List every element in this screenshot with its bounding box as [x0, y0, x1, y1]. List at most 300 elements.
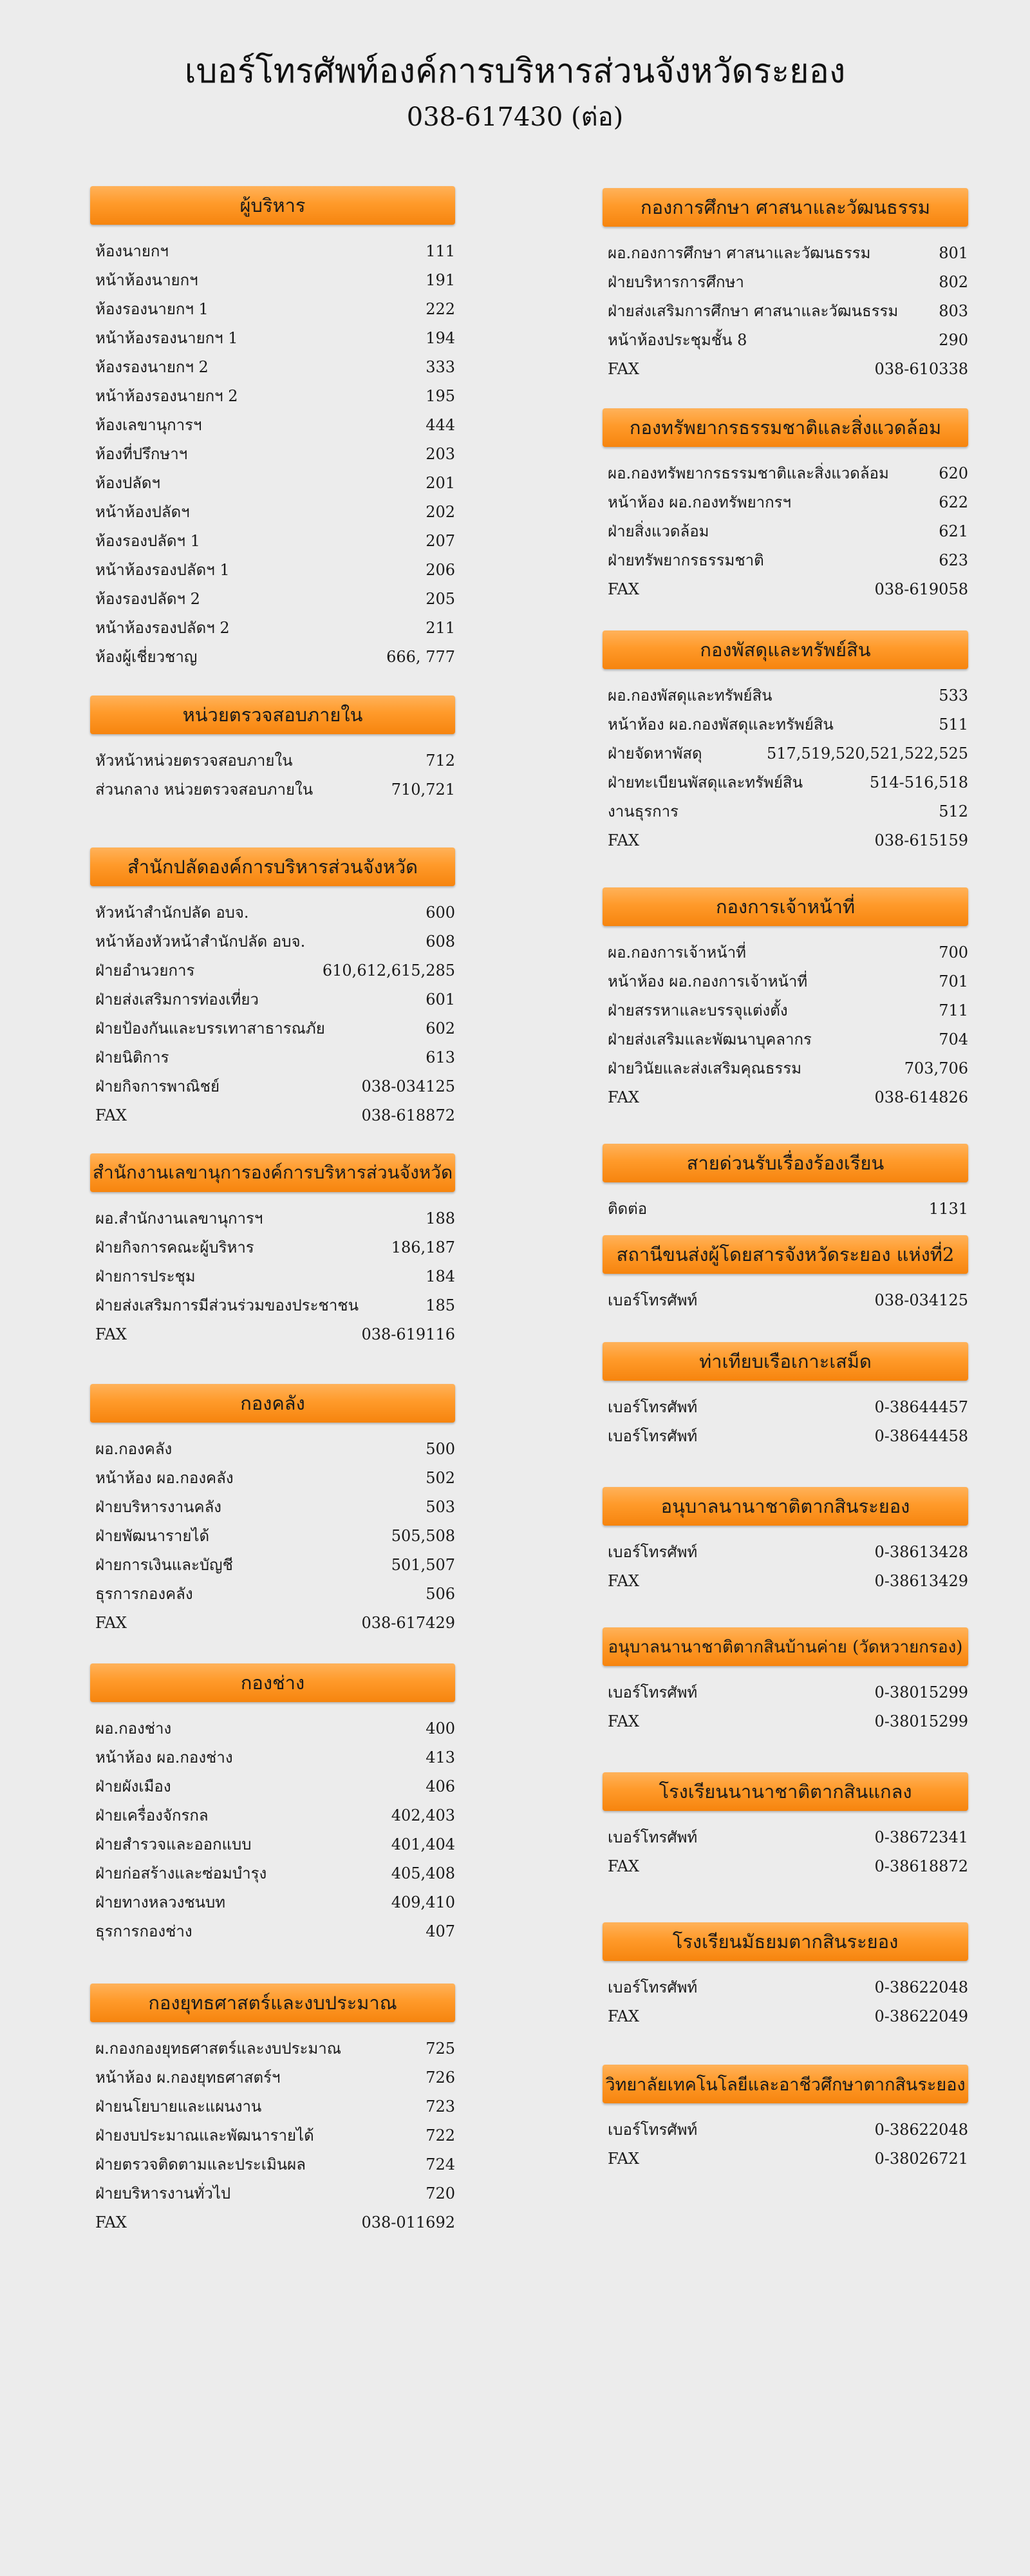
contact-list [90, 2022, 455, 2237]
contact-label: ห้องเลขานุการฯ [95, 416, 202, 434]
contact-label: หน้าห้อง ผอ.กองการเจ้าหน้าที่ [608, 972, 808, 990]
contact-row [95, 1043, 455, 1072]
contact-list [603, 926, 968, 1112]
extension-number: 622 [939, 493, 968, 511]
contact-row [608, 516, 968, 545]
contact-row [608, 325, 968, 354]
extension-number: 185 [426, 1296, 455, 1314]
extension-number: 407 [426, 1922, 455, 1940]
contact-row [608, 768, 968, 797]
contact-label: FAX [608, 1857, 639, 1875]
contact-label: หัวหน้าสำนักปลัด อบจ. [95, 904, 249, 922]
contact-label: ฝ่ายสำรวจและออกแบบ [95, 1835, 252, 1853]
extension-number: 0-38644458 [874, 1426, 968, 1445]
contact-label: FAX [608, 831, 639, 849]
contact-row [95, 1291, 455, 1320]
contact-label: หน้าห้อง ผอ.กองคลัง [95, 1469, 234, 1487]
contact-row [95, 1492, 455, 1521]
extension-number: 203 [426, 444, 455, 463]
section-header: หน่วยตรวจสอบภายใน [90, 696, 455, 734]
contact-label: ฝ่ายป้องกันและบรรเทาสาธารณภัย [95, 1019, 325, 1037]
contact-row [95, 1014, 455, 1043]
contact-row [608, 1537, 968, 1566]
contact-row [95, 956, 455, 985]
contact-row [95, 1772, 455, 1801]
contact-row [608, 1054, 968, 1083]
extension-number: 038-617429 [361, 1613, 455, 1632]
contact-row [608, 1421, 968, 1450]
extension-number: 1131 [928, 1199, 968, 1218]
contact-row [608, 967, 968, 996]
extension-number: 0-38015299 [874, 1683, 968, 1701]
extension-number: 0-38644457 [874, 1397, 968, 1416]
extension-number: 724 [426, 2155, 455, 2174]
contact-label: ฝ่ายการประชุม [95, 1267, 196, 1285]
extension-number: 211 [426, 618, 455, 637]
contact-row [95, 2208, 455, 2237]
contact-list [603, 447, 968, 603]
extension-number: 038-619058 [874, 580, 968, 598]
contact-label: เบอร์โทรศัพท์ [608, 1291, 698, 1309]
contact-row [95, 468, 455, 497]
extension-number: 188 [426, 1209, 455, 1227]
extension-number: 506 [426, 1584, 455, 1603]
contact-label: ฝ่ายวินัยและส่งเสริมคุณธรรม [608, 1059, 802, 1077]
contact-list [603, 2103, 968, 2173]
contact-label: ฝ่ายพัฒนารายได้ [95, 1527, 210, 1545]
contact-row [608, 1707, 968, 1736]
extension-number: 191 [426, 270, 455, 289]
contact-label: ห้องรองปลัดฯ 1 [95, 532, 200, 550]
extension-number: 512 [939, 802, 968, 820]
contact-label: FAX [608, 2149, 639, 2168]
extension-number: 700 [939, 943, 968, 961]
right-section [603, 887, 968, 1112]
extension-number: 038-619116 [361, 1325, 455, 1343]
contact-label: ฝ่ายส่งเสริมการศึกษา ศาสนาและวัฒนธรรม [608, 302, 899, 320]
section-header: สายด่วนรับเรื่องร้องเรียน [603, 1144, 968, 1182]
section-header: วิทยาลัยเทคโนโลยีและอาชีวศึกษาตากสินระยอง [603, 2065, 968, 2103]
contact-row [95, 1521, 455, 1550]
extension-number: 194 [426, 328, 455, 347]
extension-number: 111 [426, 242, 455, 260]
contact-label: FAX [608, 580, 639, 598]
contact-list [90, 225, 455, 671]
contact-row [95, 1579, 455, 1608]
contact-row [608, 1285, 968, 1314]
contact-label: ห้องรองนายกฯ 1 [95, 300, 209, 318]
contact-label: ห้องที่ปรึกษาฯ [95, 445, 188, 463]
contact-label: ผ.กองกองยุทธศาสตร์และงบประมาณ [95, 2040, 341, 2058]
right-section [603, 408, 968, 603]
contact-row [95, 526, 455, 555]
contact-row [95, 1830, 455, 1859]
contact-row [95, 1608, 455, 1637]
extension-number: 600 [426, 903, 455, 922]
contact-list [603, 1666, 968, 1736]
contact-label: ฝ่ายจัดหาพัสดุ [608, 744, 702, 762]
contact-row [95, 1072, 455, 1101]
contact-label: ฝ่ายบริหารการศึกษา [608, 273, 744, 291]
extension-number: 0-38613428 [874, 1542, 968, 1561]
section-header: สถานีขนส่งผู้โดยสารจังหวัดระยอง แห่งที่2 [603, 1235, 968, 1274]
contact-label: ผอ.สำนักงานเลขานุการฯ [95, 1209, 263, 1227]
contact-label: ฝ่ายส่งเสริมการมีส่วนร่วมของประชาชน [95, 1296, 359, 1314]
extension-number: 701 [939, 972, 968, 990]
extension-number: 703,706 [904, 1059, 968, 1077]
contact-list [603, 1526, 968, 1595]
contact-label: งานธุรการ [608, 802, 679, 820]
extension-number: 533 [939, 686, 968, 705]
contact-row [95, 1859, 455, 1888]
left-section [90, 186, 455, 671]
extension-number: 0-38622048 [874, 2120, 968, 2139]
contact-row [608, 2002, 968, 2031]
contact-label: ฝ่ายผังเมือง [95, 1777, 171, 1795]
right-section [603, 2065, 968, 2173]
contact-label: ฝ่ายสรรหาและบรรจุแต่งตั้ง [608, 1001, 788, 1019]
extension-number: 601 [426, 990, 455, 1009]
contact-row [95, 1463, 455, 1492]
extension-number: 0-38618872 [874, 1857, 968, 1875]
contact-row [608, 2115, 968, 2144]
extension-number: 0-38622048 [874, 1978, 968, 1996]
contact-row [608, 797, 968, 826]
contact-list [603, 1274, 968, 1314]
section-header: กองยุทธศาสตร์และงบประมาณ [90, 1984, 455, 2022]
contact-row [608, 1678, 968, 1707]
contact-label: ฝ่ายตรวจติดตามและประเมินผล [95, 2155, 306, 2174]
contact-label: หน้าห้องรองปลัดฯ 2 [95, 619, 230, 637]
contact-label: หน้าห้อง ผ.กองยุทธศาสตร์ฯ [95, 2069, 281, 2087]
extension-number: 0-38622049 [874, 2007, 968, 2025]
contact-label: FAX [608, 1712, 639, 1730]
contact-row [95, 497, 455, 526]
section-header: กองพัสดุและทรัพย์สิน [603, 630, 968, 669]
extension-number: 222 [426, 299, 455, 318]
contact-row [608, 1392, 968, 1421]
extension-number: 195 [426, 386, 455, 405]
contact-row [95, 1320, 455, 1349]
contact-row [95, 381, 455, 410]
extension-number: 723 [426, 2097, 455, 2116]
section-header: ท่าเทียบเรือเกาะเสม็ด [603, 1342, 968, 1381]
contact-label: ฝ่ายบริหารงานคลัง [95, 1498, 221, 1516]
contact-label: เบอร์โทรศัพท์ [608, 1427, 698, 1445]
contact-list [603, 669, 968, 855]
section-header: กองการเจ้าหน้าที่ [603, 887, 968, 926]
extension-number: 402,403 [391, 1806, 455, 1824]
right-section [603, 1487, 968, 1595]
section-header: อนุบาลนานาชาติตากสินระยอง [603, 1487, 968, 1526]
extension-number: 803 [939, 301, 968, 320]
contact-label: FAX [95, 1613, 127, 1632]
contact-row [95, 1888, 455, 1917]
contact-row [95, 323, 455, 352]
extension-number: 502 [426, 1468, 455, 1487]
contact-label: ผอ.กองพัสดุและทรัพย์สิน [608, 687, 772, 705]
contact-label: ฝ่ายส่งเสริมและพัฒนาบุคลากร [608, 1030, 812, 1048]
contact-label: ฝ่ายทะเบียนพัสดุและทรัพย์สิน [608, 773, 803, 791]
contact-label: ห้องรองนายกฯ 2 [95, 358, 209, 376]
extension-number: 711 [939, 1001, 968, 1019]
extension-number: 0-38026721 [874, 2149, 968, 2168]
contact-row [608, 938, 968, 967]
contact-row [95, 265, 455, 294]
extension-number: 400 [426, 1719, 455, 1738]
contact-label: ผอ.กองคลัง [95, 1440, 173, 1458]
page-title: เบอร์โทรศัพท์องค์การบริหารส่วนจังหวัดระยอง [184, 52, 846, 91]
contact-row [95, 2063, 455, 2092]
left-section [90, 696, 455, 804]
contact-row [95, 236, 455, 265]
contact-row [608, 681, 968, 710]
contact-list [603, 1381, 968, 1450]
contact-row [608, 354, 968, 383]
contact-row [608, 996, 968, 1025]
contact-row [95, 985, 455, 1014]
contact-row [608, 2144, 968, 2173]
contact-label: หน้าห้องนายกฯ [95, 271, 198, 289]
contact-label: FAX [608, 2007, 639, 2025]
contact-row [95, 2150, 455, 2179]
extension-number: 0-38672341 [874, 1828, 968, 1846]
contact-row [608, 826, 968, 855]
contact-label: FAX [608, 359, 639, 378]
extension-number: 608 [426, 932, 455, 951]
extension-number: 038-618872 [361, 1106, 455, 1124]
contact-label: ห้องผู้เชี่ยวชาญ [95, 648, 198, 666]
extension-number: 511 [939, 715, 968, 734]
right-section [603, 1772, 968, 1880]
contact-label: FAX [95, 1106, 127, 1124]
contact-label: หน้าห้องรองนายกฯ 2 [95, 387, 238, 405]
section-header: กองทรัพยากรธรรมชาติและสิ่งแวดล้อม [603, 408, 968, 447]
extension-number: 802 [939, 272, 968, 291]
contact-label: ธุรการกองช่าง [95, 1922, 192, 1940]
contact-label: ผอ.กองทรัพยากรธรรมชาติและสิ่งแวดล้อม [608, 464, 889, 482]
contact-row [608, 545, 968, 574]
contact-label: ฝ่ายงบประมาณและพัฒนารายได้ [95, 2126, 314, 2145]
extension-number: 712 [426, 751, 455, 770]
section-header: กองช่าง [90, 1663, 455, 1702]
extension-number: 186,187 [391, 1238, 455, 1256]
contact-list [90, 1423, 455, 1637]
extension-number: 409,410 [391, 1893, 455, 1911]
extension-number: 207 [426, 531, 455, 550]
contact-list [90, 886, 455, 1130]
contact-label: FAX [95, 2213, 127, 2231]
contact-row [608, 710, 968, 739]
contact-label: FAX [608, 1088, 639, 1106]
section-header: อนุบาลนานาชาติตากสินบ้านค่าย (วัดหวายกรอง) [603, 1627, 968, 1666]
extension-number: 704 [939, 1030, 968, 1048]
extension-number: 202 [426, 502, 455, 521]
right-section [603, 1627, 968, 1736]
contact-label: ฝ่ายนโยบายและแผนงาน [95, 2098, 262, 2116]
contact-row [95, 613, 455, 642]
contact-label: เบอร์โทรศัพท์ [608, 1683, 698, 1701]
right-section [603, 1144, 968, 1223]
extension-number: 514-516,518 [869, 773, 968, 791]
extension-number: 613 [426, 1048, 455, 1066]
contact-label: หน้าห้องรองนายกฯ 1 [95, 329, 238, 347]
extension-number: 038-011692 [361, 2213, 455, 2231]
contact-label: หน้าห้อง ผอ.กองพัสดุและทรัพย์สิน [608, 715, 834, 734]
extension-number: 290 [939, 330, 968, 349]
contact-row [608, 1566, 968, 1595]
extension-number: 505,508 [391, 1526, 455, 1545]
contact-row [608, 1852, 968, 1880]
extension-number: 710,721 [391, 780, 455, 799]
extension-number: 401,404 [391, 1835, 455, 1853]
contact-row [95, 2034, 455, 2063]
main-phone-number: 038-617430 (ต่อ) [406, 102, 624, 132]
extension-number: 038-610338 [874, 359, 968, 378]
contact-label: ฝ่ายบริหารงานทั่วไป [95, 2184, 231, 2202]
extension-number: 444 [426, 415, 455, 434]
contact-label: ห้องนายกฯ [95, 242, 169, 260]
contact-row [608, 459, 968, 488]
contact-row [95, 410, 455, 439]
extension-number: 405,408 [391, 1864, 455, 1882]
contact-row [608, 739, 968, 768]
contact-label: ฝ่ายก่อสร้างและซ่อมบำรุง [95, 1864, 267, 1882]
contact-row [608, 574, 968, 603]
extension-number: 602 [426, 1019, 455, 1037]
contact-row [95, 898, 455, 927]
contact-label: ธุรการกองคลัง [95, 1585, 193, 1603]
section-header: สำนักงานเลขานุการองค์การบริหารส่วนจังหวัด [90, 1153, 455, 1192]
extension-number: 413 [426, 1748, 455, 1766]
extension-number: 517,519,520,521,522,525 [767, 744, 968, 762]
contact-label: ห้องรองปลัดฯ 2 [95, 590, 200, 608]
contact-label: หน้าห้องรองปลัดฯ 1 [95, 561, 230, 579]
extension-number: 038-615159 [874, 831, 968, 849]
right-section [603, 630, 968, 855]
contact-row [608, 296, 968, 325]
contact-label: หน้าห้องประชุมชั้น 8 [608, 331, 747, 349]
section-header: สำนักปลัดองค์การบริหารส่วนจังหวัด [90, 848, 455, 886]
contact-row [95, 927, 455, 956]
extension-number: 610,612,615,285 [322, 961, 455, 980]
extension-number: 406 [426, 1777, 455, 1795]
contact-label: ฝ่ายเครื่องจักรกล [95, 1806, 209, 1824]
section-header: โรงเรียนนานาชาติตากสินแกลง [603, 1772, 968, 1811]
contact-label: เบอร์โทรศัพท์ [608, 1543, 698, 1561]
extension-number: 501,507 [391, 1555, 455, 1574]
left-section [90, 1153, 455, 1349]
contact-label: ฝ่ายสิ่งแวดล้อม [608, 522, 709, 540]
extension-number: 205 [426, 589, 455, 608]
contact-row [95, 1917, 455, 1946]
contact-row [95, 1262, 455, 1291]
contact-row [95, 1101, 455, 1130]
extension-number: 0-38015299 [874, 1712, 968, 1730]
extension-number: 184 [426, 1267, 455, 1285]
contact-label: ฝ่ายทรัพยากรธรรมชาติ [608, 551, 764, 569]
contact-label: ฝ่ายส่งเสริมการท่องเที่ยว [95, 990, 259, 1009]
contact-row [608, 238, 968, 267]
contact-label: หัวหน้าหน่วยตรวจสอบภายใน [95, 752, 293, 770]
right-section [603, 1235, 968, 1314]
extension-number: 500 [426, 1439, 455, 1458]
contact-row [95, 1714, 455, 1743]
contact-label: เบอร์โทรศัพท์ [608, 2121, 698, 2139]
extension-number: 038-034125 [361, 1077, 455, 1095]
contact-row [95, 555, 455, 584]
contact-row [608, 1083, 968, 1112]
contact-row [608, 488, 968, 516]
extension-number: 201 [426, 473, 455, 492]
contact-label: ฝ่ายนิติการ [95, 1048, 169, 1066]
contact-list [90, 734, 455, 804]
contact-label: ฝ่ายกิจการคณะผู้บริหาร [95, 1238, 254, 1256]
extension-number: 801 [939, 243, 968, 262]
contact-row [608, 1823, 968, 1852]
extension-number: 725 [426, 2039, 455, 2058]
contact-label: หน้าห้อง ผอ.กองช่าง [95, 1748, 233, 1766]
contact-row [95, 775, 455, 804]
section-header: โรงเรียนมัธยมตากสินระยอง [603, 1922, 968, 1961]
section-header: ผู้บริหาร [90, 186, 455, 225]
extension-number: 620 [939, 464, 968, 482]
left-section [90, 848, 455, 1130]
extension-number: 503 [426, 1497, 455, 1516]
right-section [603, 1922, 968, 2031]
contact-row [95, 294, 455, 323]
contact-list [90, 1702, 455, 1946]
contact-label: ฝ่ายทางหลวงชนบท [95, 1893, 226, 1911]
extension-number: 333 [426, 357, 455, 376]
contact-list [603, 1182, 968, 1223]
contact-label: หน้าห้อง ผอ.กองทรัพยากรฯ [608, 493, 792, 511]
contact-row [95, 584, 455, 613]
contact-row [95, 2092, 455, 2121]
contact-row [95, 1204, 455, 1233]
contact-row [608, 1025, 968, 1054]
contact-label: ผอ.กองช่าง [95, 1719, 172, 1738]
contact-row [95, 1434, 455, 1463]
extension-number: 038-034125 [874, 1291, 968, 1309]
extension-number: 206 [426, 560, 455, 579]
contact-row [95, 1743, 455, 1772]
contact-label: ห้องปลัดฯ [95, 474, 160, 492]
contact-label: ฝ่ายการเงินและบัญชี [95, 1556, 233, 1574]
extension-number: 623 [939, 551, 968, 569]
left-section [90, 1384, 455, 1637]
contact-list [603, 1811, 968, 1880]
contact-row [95, 746, 455, 775]
contact-row [95, 1801, 455, 1830]
contact-row [95, 2179, 455, 2208]
contact-label: หน้าห้องปลัดฯ [95, 503, 190, 521]
contact-label: ผอ.กองการเจ้าหน้าที่ [608, 943, 746, 961]
extension-number: 666, 777 [386, 647, 455, 666]
contact-label: ฝ่ายอำนวยการ [95, 961, 195, 980]
contact-label: ฝ่ายกิจการพาณิชย์ [95, 1077, 220, 1095]
contact-label: เบอร์โทรศัพท์ [608, 1978, 698, 1996]
contact-label: หน้าห้องหัวหน้าสำนักปลัด อบจ. [95, 933, 306, 951]
right-section [603, 188, 968, 383]
extension-number: 720 [426, 2184, 455, 2202]
section-header: กองการศึกษา ศาสนาและวัฒนธรรม [603, 188, 968, 227]
contact-list [603, 1961, 968, 2031]
extension-number: 038-614826 [874, 1088, 968, 1106]
extension-number: 726 [426, 2068, 455, 2087]
right-section [603, 1342, 968, 1450]
contact-row [95, 352, 455, 381]
